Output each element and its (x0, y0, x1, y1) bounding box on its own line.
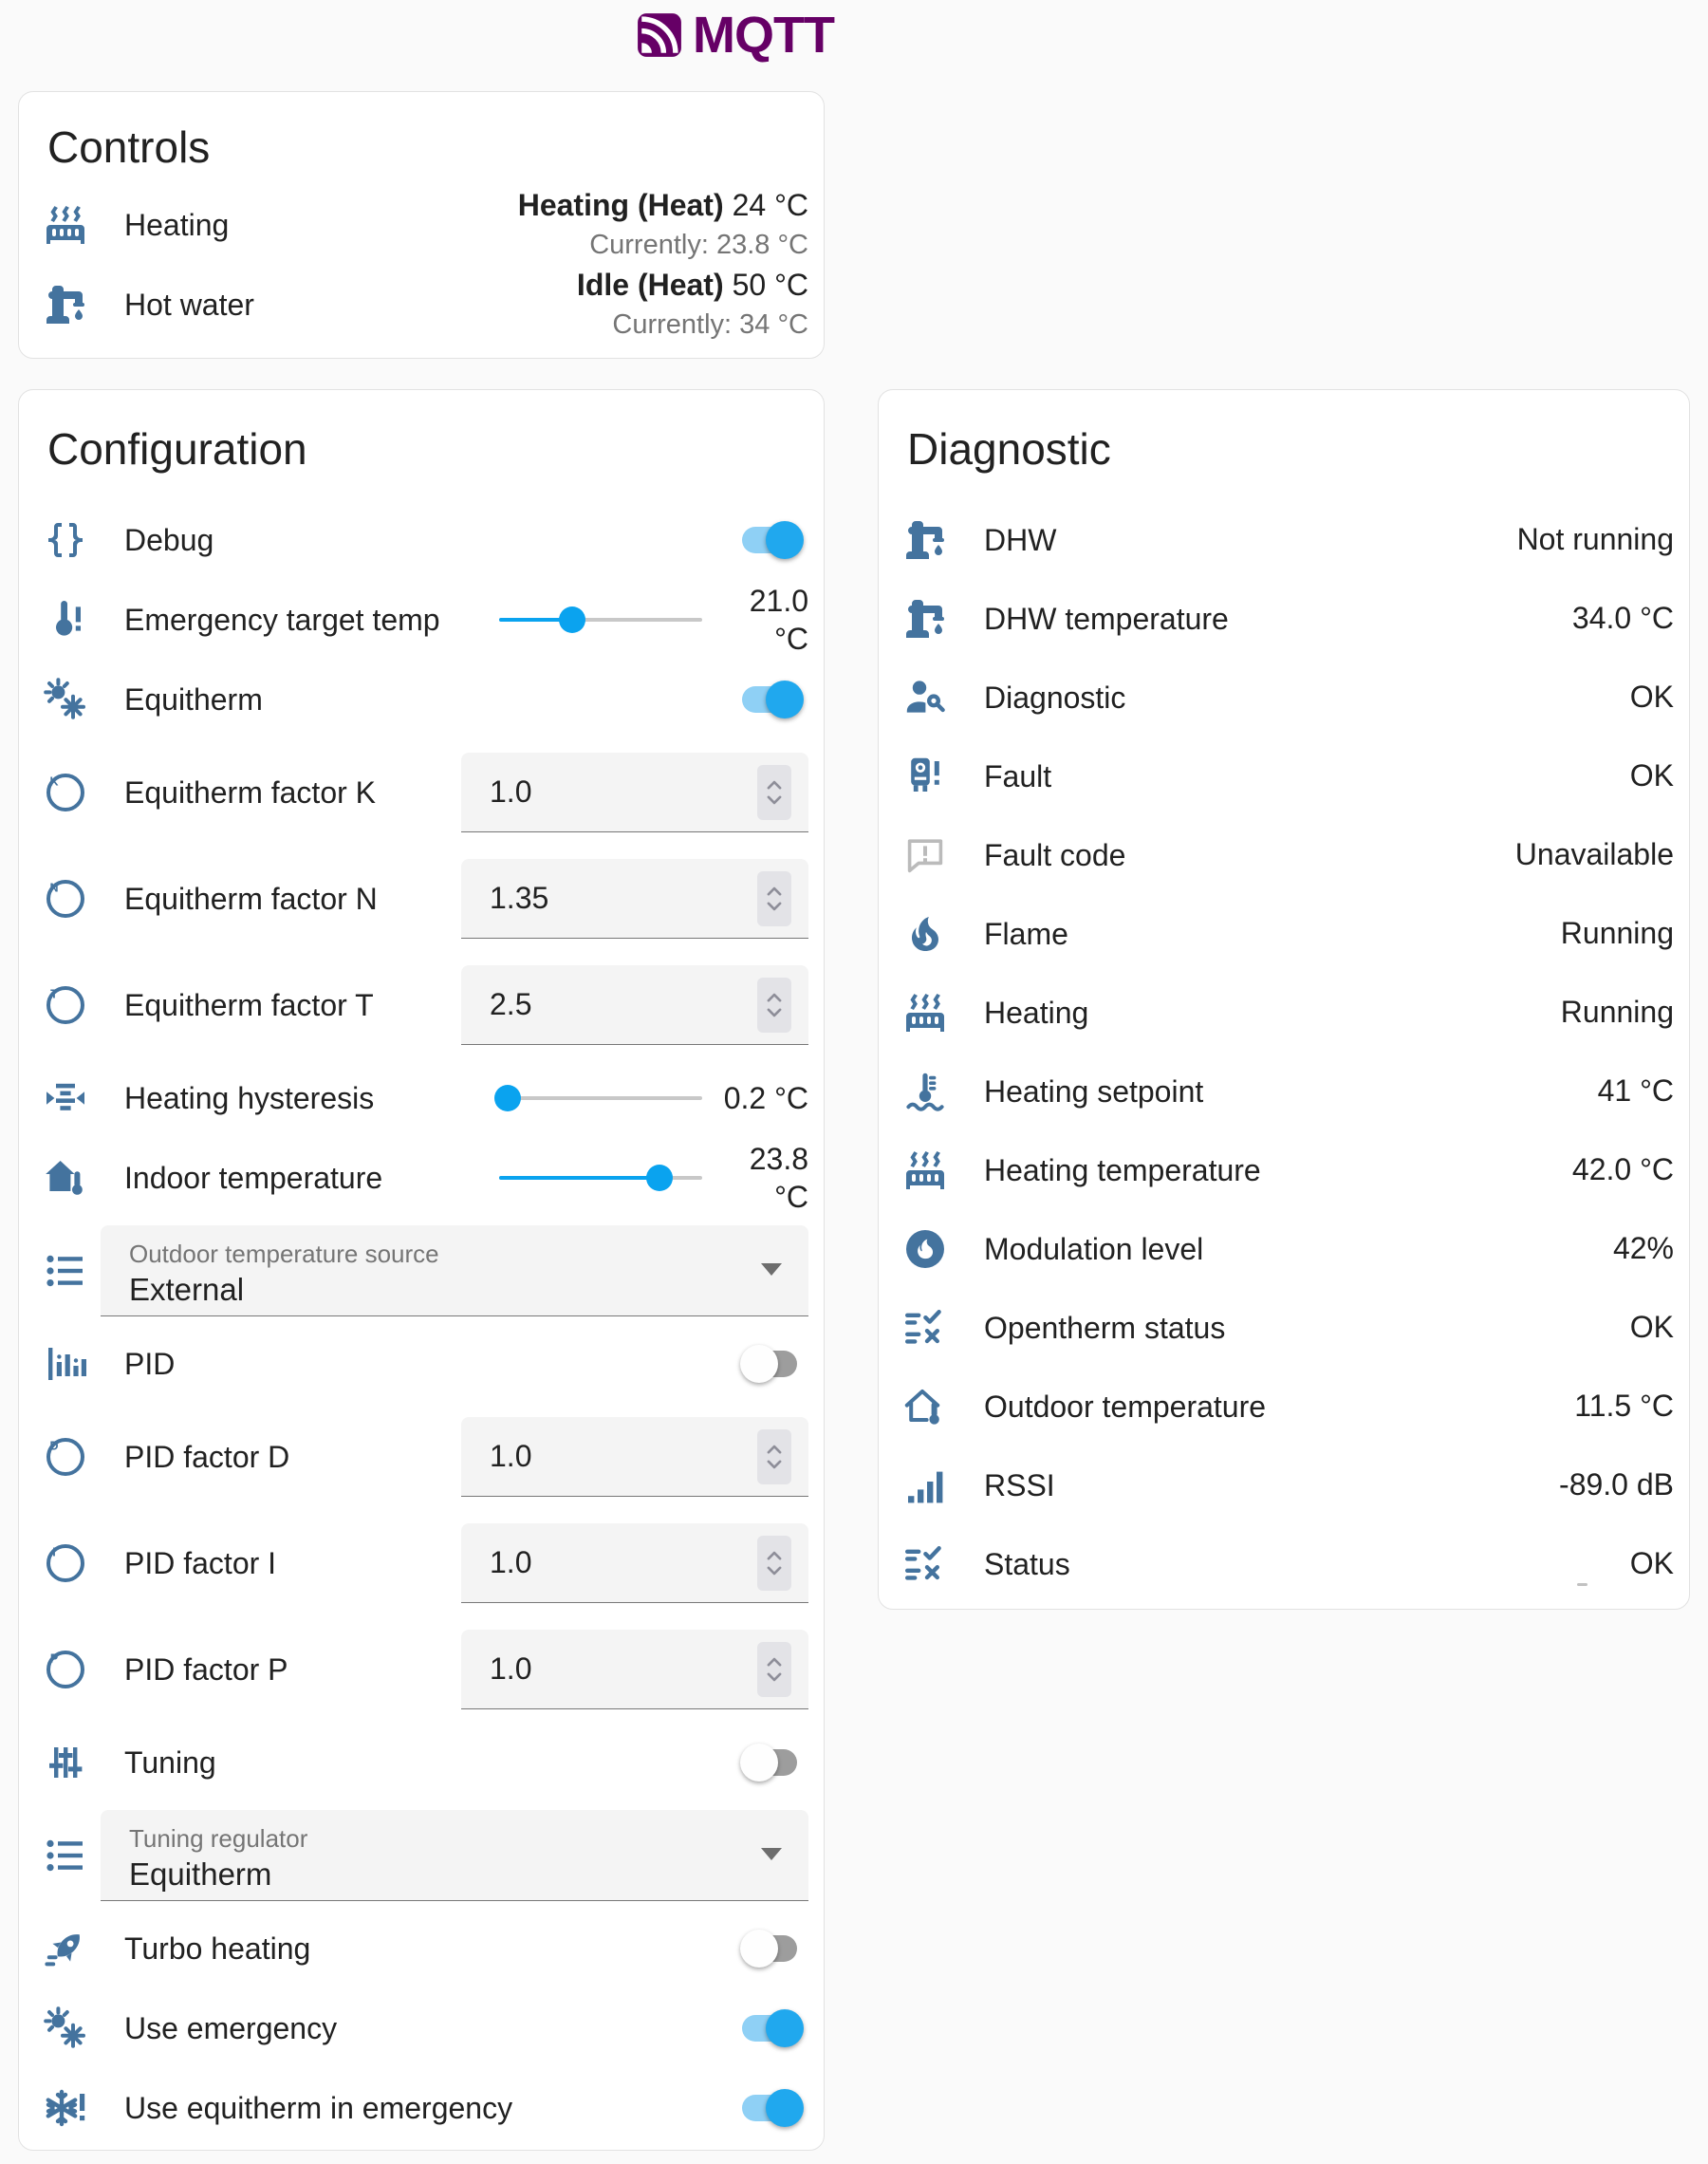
config-row-equitherm-factor-k (19, 739, 824, 846)
radiator-icon (43, 202, 88, 248)
diag-row-outdoor-temperature[interactable] (879, 1367, 1689, 1446)
signal-icon (902, 1463, 948, 1508)
row-value: 42% (1612, 1231, 1674, 1265)
home-thermometer-icon (43, 1155, 88, 1201)
controls-row-heating[interactable] (19, 185, 824, 265)
input-value: 2.5 (490, 987, 532, 1021)
mqtt-logo-icon (636, 11, 683, 59)
equitherm-toggle[interactable] (740, 677, 805, 722)
slider-value: 23.8 °C (749, 1142, 808, 1214)
svg-text:D: D (49, 1439, 59, 1453)
row-label: Heating (984, 995, 1089, 1030)
row-value: OK (1629, 680, 1674, 714)
list-status-icon (902, 1305, 948, 1351)
config-row-use-equitherm-in-emergency (19, 2068, 824, 2148)
radiator-icon (902, 1147, 948, 1193)
row-value: OK (1629, 1546, 1674, 1580)
alpha-d-circle-icon (43, 1434, 88, 1480)
svg-text:P: P (49, 1651, 59, 1666)
turbo-heating-toggle[interactable] (740, 1926, 805, 1971)
config-row-pid-factor-d (19, 1404, 824, 1510)
slider-knob[interactable] (559, 606, 585, 633)
current-temp: Currently: 23.8 °C (589, 230, 808, 260)
alpha-n-circle-icon (43, 876, 88, 922)
left-column (18, 91, 825, 2151)
heating-hysteresis-slider[interactable] (499, 1079, 702, 1117)
diag-row-dhw-temperature[interactable] (879, 579, 1689, 658)
svg-text:I: I (52, 1545, 56, 1559)
row-label: Emergency target temp (124, 603, 440, 637)
configuration-title: Configuration (47, 424, 307, 474)
input-value: 1.0 (490, 1651, 532, 1686)
slider-value: 21.0 °C (749, 584, 808, 656)
tune-vertical-icon (43, 1740, 88, 1785)
row-label: Diagnostic (984, 680, 1126, 715)
row-label: Equitherm factor N (124, 882, 378, 916)
use-equitherm-in-emergency-toggle[interactable] (740, 2085, 805, 2131)
svg-text:N: N (49, 881, 59, 895)
row-value: Not running (1516, 522, 1674, 556)
current-temp: Currently: 34 °C (612, 309, 808, 340)
thermometer-water-icon (902, 1069, 948, 1114)
number-stepper[interactable] (757, 1536, 791, 1591)
row-label: PID factor I (124, 1546, 277, 1580)
target-temp: 50 °C (732, 268, 808, 302)
row-label: Equitherm factor T (124, 988, 374, 1022)
alpha-p-circle-icon (43, 1647, 88, 1692)
select-label: Tuning regulator (129, 1824, 308, 1853)
diag-row-rssi[interactable] (879, 1446, 1689, 1524)
message-alert-icon (902, 832, 948, 878)
row-label: Flame (984, 916, 1068, 951)
number-stepper[interactable] (757, 1642, 791, 1697)
config-row-pid (19, 1324, 824, 1404)
sun-snowflake-icon (43, 677, 88, 722)
rocket-icon (43, 1926, 88, 1971)
row-label: Heating temperature (984, 1152, 1261, 1187)
config-row-emergency-target-temp (19, 580, 824, 660)
config-row-debug (19, 500, 824, 580)
row-label: PID (124, 1347, 176, 1381)
diag-row-opentherm-status[interactable] (879, 1288, 1689, 1367)
row-value: 42.0 °C (1571, 1152, 1674, 1186)
config-row-heating-hysteresis (19, 1058, 824, 1138)
equitherm-factor-k-input[interactable] (461, 753, 808, 832)
diag-row-fault[interactable] (879, 737, 1689, 815)
config-row-outdoor-temperature-source (19, 1218, 824, 1324)
code-braces-icon (43, 517, 88, 563)
tuning-regulator-select[interactable] (101, 1810, 808, 1901)
row-label: Indoor temperature (124, 1161, 383, 1195)
pid-factor-p-input[interactable] (461, 1630, 808, 1709)
target-temp: 24 °C (732, 188, 808, 222)
row-value: 41 °C (1597, 1073, 1674, 1108)
row-label: Modulation level (984, 1231, 1204, 1266)
list-bulleted-icon (43, 1248, 88, 1294)
config-row-use-emergency (19, 1988, 824, 2068)
row-label: Tuning (124, 1745, 216, 1780)
alpha-i-circle-icon (43, 1540, 88, 1586)
diagnostic-card (878, 389, 1690, 1610)
input-value: 1.35 (490, 881, 549, 915)
state-text: Heating (Heat) (517, 188, 724, 222)
configuration-card (18, 389, 825, 2151)
use-emergency-toggle[interactable] (740, 2005, 805, 2051)
row-label: Heating (124, 208, 230, 242)
list-status-icon (902, 1541, 948, 1587)
slider-value: 0.2 °C (723, 1081, 808, 1115)
diag-row-heating-temperature[interactable] (879, 1130, 1689, 1209)
number-stepper[interactable] (757, 765, 791, 820)
row-label: Debug (124, 523, 214, 557)
emergency-target-temp-slider[interactable] (499, 601, 702, 639)
select-label: Outdoor temperature source (129, 1240, 439, 1268)
tuning-toggle[interactable] (740, 1740, 805, 1785)
row-value: Running (1560, 916, 1674, 950)
row-label: Turbo heating (124, 1931, 311, 1966)
thermometer-alert-icon (43, 597, 88, 643)
row-label: RSSI (984, 1467, 1055, 1502)
row-value: 34.0 °C (1571, 601, 1674, 635)
row-label: Hot water (124, 288, 254, 322)
mqtt-logo-text: MQTT (693, 7, 834, 64)
diag-row-flame[interactable] (879, 894, 1689, 973)
row-value: OK (1629, 758, 1674, 793)
pid-factor-i-input[interactable] (461, 1523, 808, 1603)
controls-row-hot-water[interactable] (19, 265, 824, 345)
mqtt-logo (636, 7, 834, 64)
water-pump-icon (902, 596, 948, 642)
config-row-tuning (19, 1723, 824, 1802)
alpha-t-circle-icon (43, 982, 88, 1028)
svg-text:K: K (49, 774, 59, 789)
diag-row-status[interactable] (879, 1524, 1689, 1603)
list-bulleted-icon (43, 1833, 88, 1878)
number-stepper[interactable] (757, 978, 791, 1033)
row-label: Equitherm (124, 682, 263, 717)
row-label: Heating setpoint (984, 1073, 1204, 1109)
water-pump-icon (43, 282, 88, 327)
snowflake-alert-icon (43, 2085, 88, 2131)
row-label: PID factor P (124, 1652, 288, 1687)
config-row-pid-factor-i (19, 1510, 824, 1616)
config-row-pid-factor-p (19, 1616, 824, 1723)
input-value: 1.0 (490, 774, 532, 809)
chart-histogram-icon (43, 1341, 88, 1387)
config-row-turbo-heating (19, 1909, 824, 1988)
outdoor-temperature-source-select[interactable] (101, 1225, 808, 1316)
hysteresis-icon (43, 1075, 88, 1121)
stray-mark (1577, 1583, 1587, 1586)
dropdown-caret-icon (761, 1263, 782, 1276)
row-value: Running (1560, 995, 1674, 1029)
row-label: Opentherm status (984, 1310, 1226, 1345)
row-label: Status (984, 1546, 1070, 1581)
alpha-k-circle-icon (43, 770, 88, 815)
row-label: DHW temperature (984, 601, 1229, 636)
row-label: Outdoor temperature (984, 1389, 1267, 1424)
equitherm-factor-t-input[interactable] (461, 965, 808, 1045)
row-value: -89.0 dB (1559, 1467, 1674, 1502)
input-value: 1.0 (490, 1545, 532, 1579)
row-label: Heating hysteresis (124, 1081, 375, 1115)
climate-state (518, 186, 808, 264)
slider-knob[interactable] (494, 1085, 521, 1111)
row-label: DHW (984, 522, 1057, 557)
row-label: Fault (984, 758, 1052, 793)
diag-row-diagnostic[interactable] (879, 658, 1689, 737)
slider-knob[interactable] (646, 1165, 673, 1191)
fire-icon (902, 911, 948, 957)
config-row-tuning-regulator (19, 1802, 824, 1909)
select-value: External (129, 1272, 245, 1307)
sun-snowflake-icon (43, 2005, 88, 2051)
pid-toggle[interactable] (740, 1341, 805, 1387)
row-value: 11.5 °C (1574, 1389, 1674, 1423)
diag-row-heating-setpoint[interactable] (879, 1052, 1689, 1130)
fire-circle-icon (902, 1226, 948, 1272)
diag-row-fault-code[interactable] (879, 815, 1689, 894)
row-label: PID factor D (124, 1440, 290, 1474)
state-text: Idle (Heat) (576, 268, 724, 302)
row-label: Use emergency (124, 2011, 338, 2045)
select-value: Equitherm (129, 1856, 272, 1892)
radiator-icon (902, 990, 948, 1035)
row-value: Unavailable (1514, 837, 1674, 871)
controls-card (18, 91, 825, 359)
row-value: OK (1629, 1310, 1674, 1344)
debug-toggle[interactable] (740, 517, 805, 563)
account-wrench-icon (902, 675, 948, 720)
config-row-equitherm-factor-n (19, 846, 824, 952)
right-column (878, 389, 1690, 1610)
row-label: Use equitherm in emergency (124, 2091, 513, 2125)
diag-row-modulation-level[interactable] (879, 1209, 1689, 1288)
indoor-temperature-slider[interactable] (499, 1159, 702, 1197)
water-boiler-alert-icon (902, 754, 948, 799)
water-heater-state (577, 266, 808, 344)
config-row-equitherm-factor-t (19, 952, 824, 1058)
config-row-indoor-temperature (19, 1138, 824, 1218)
water-pump-icon (902, 517, 948, 563)
dropdown-caret-icon (761, 1848, 782, 1860)
config-row-equitherm (19, 660, 824, 739)
number-stepper[interactable] (757, 1429, 791, 1484)
pid-factor-d-input[interactable] (461, 1417, 808, 1497)
input-value: 1.0 (490, 1439, 532, 1473)
equitherm-factor-n-input[interactable] (461, 859, 808, 939)
row-label: Equitherm factor K (124, 775, 376, 810)
home-thermometer-outline-icon (902, 1384, 948, 1429)
diagnostic-title: Diagnostic (907, 424, 1111, 474)
controls-title: Controls (47, 122, 211, 172)
svg-text:T: T (50, 987, 58, 1001)
diag-row-dhw[interactable] (879, 500, 1689, 579)
diag-row-heating[interactable] (879, 973, 1689, 1052)
row-label: Fault code (984, 837, 1126, 872)
number-stepper[interactable] (757, 871, 791, 926)
